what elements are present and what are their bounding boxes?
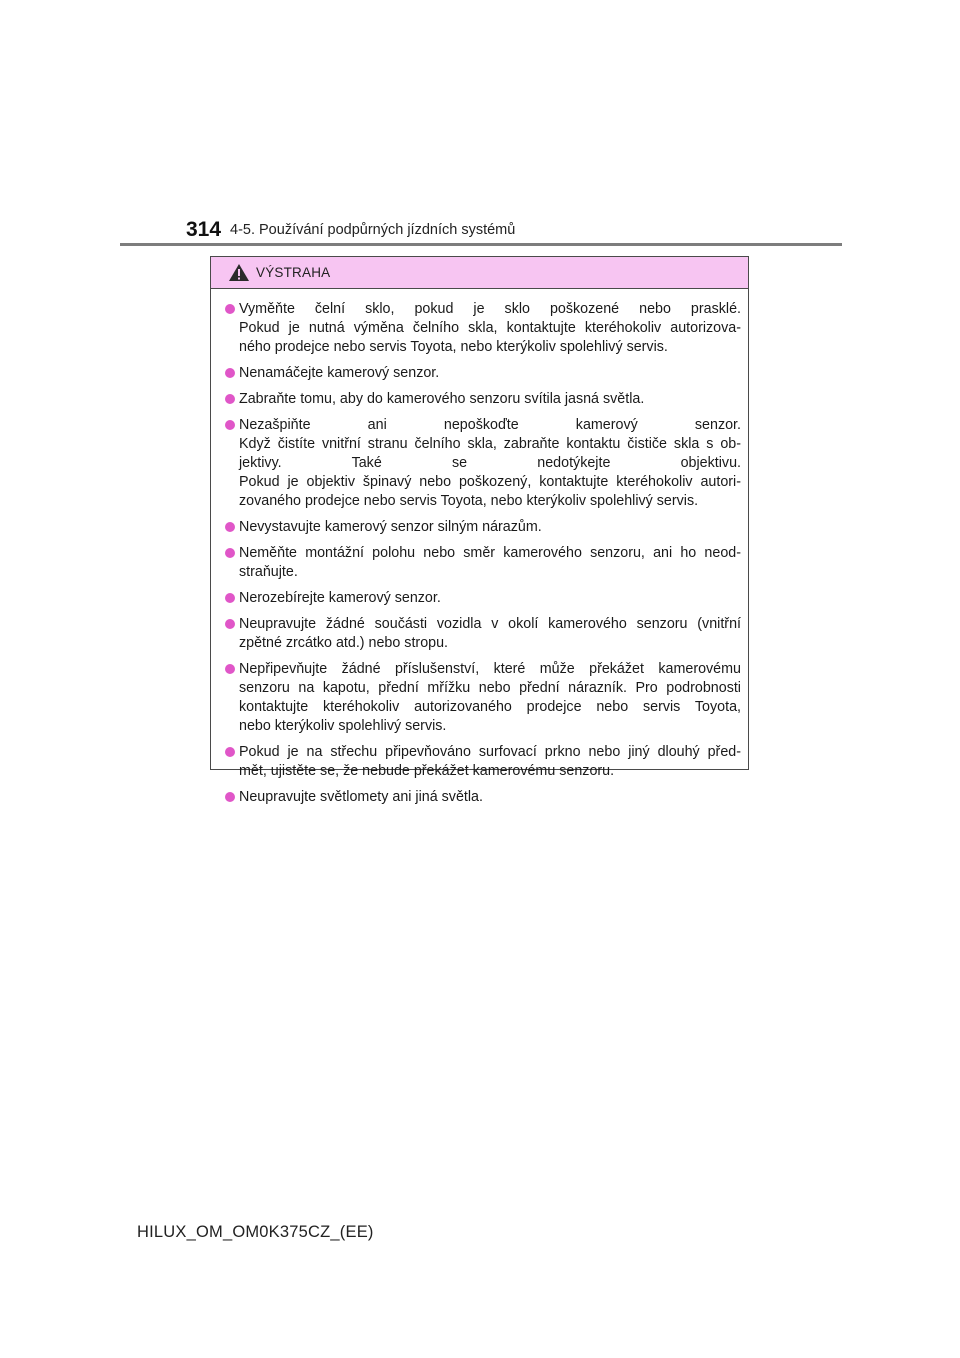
warning-header: [211, 257, 748, 289]
warning-item-line: Nepřipevňujte žádné příslušenství, které může překážet kamerovému: [239, 661, 741, 677]
bullet-icon: [225, 747, 235, 757]
warning-item-text: [239, 660, 741, 736]
header-rule: [120, 243, 842, 246]
warning-item-line: Když čistíte vnitřní stranu čelního skla, zabraňte kontaktu čističe skla s ob-: [239, 436, 741, 452]
bullet-icon: [225, 420, 235, 430]
warning-item-line: jektivy. Také se nedotýkejte objektivu.: [239, 455, 741, 471]
section-title: 4-5. Používání podpůrných jízdních systémů: [230, 222, 516, 238]
bullet-icon: [225, 593, 235, 603]
bullet-icon: [225, 619, 235, 629]
warning-item-text: [239, 518, 741, 537]
warning-item-line: mět, ujistěte se, že nebude překážet kamerovému senzoru.: [239, 763, 615, 779]
warning-item-text: [239, 615, 741, 653]
warning-triangle-icon: [228, 263, 250, 282]
warning-item-text: [239, 390, 741, 409]
warning-item-line: Pokud je nutná výměna čelního skla, kontaktujte kteréhokoliv autorizova-: [239, 320, 741, 336]
warning-item-line: Vyměňte čelní sklo, pokud je sklo poškozené nebo prasklé.: [239, 301, 741, 317]
warning-item-text: [239, 589, 741, 608]
warning-item-line: Neupravujte světlomety ani jiná světla.: [239, 789, 483, 805]
warning-item-line: Zabraňte tomu, aby do kamerového senzoru svítila jasná světla.: [239, 391, 645, 407]
warning-item-text: [239, 364, 741, 383]
bullet-icon: [225, 304, 235, 314]
warning-item-text: [239, 788, 741, 807]
bullet-icon: [225, 522, 235, 532]
warning-item: [225, 743, 741, 781]
warning-item: [225, 589, 741, 608]
warning-item: [225, 364, 741, 383]
bullet-icon: [225, 368, 235, 378]
warning-item-line: straňujte.: [239, 564, 298, 580]
warning-item-line: Nerozebírejte kamerový senzor.: [239, 590, 441, 606]
warning-item-line: Nevystavujte kamerový senzor silným nárazům.: [239, 519, 542, 535]
warning-item-line: Pokud je objektiv špinavý nebo poškozený, kontaktujte kteréhokoliv autori-: [239, 474, 741, 490]
warning-item-line: Neupravujte žádné součásti vozidla v okolí kamerového senzoru (vnitřní: [239, 616, 741, 632]
bullet-icon: [225, 664, 235, 674]
warning-item: [225, 544, 741, 582]
warning-item-text: [239, 300, 741, 357]
warning-item: [225, 660, 741, 736]
warning-item-text: [239, 416, 741, 511]
warning-item-line: Nenamáčejte kamerový senzor.: [239, 365, 440, 381]
warning-item-text: [239, 544, 741, 582]
warning-item: [225, 788, 741, 807]
warning-item: [225, 615, 741, 653]
warning-item-line: ného prodejce nebo servis Toyota, nebo kterýkoliv spolehlivý servis.: [239, 339, 668, 355]
warning-title: VÝSTRAHA: [256, 265, 331, 280]
warning-item: [225, 416, 741, 511]
warning-item-line: Neměňte montážní polohu nebo směr kamerového senzoru, ani ho neod-: [239, 545, 741, 561]
bullet-icon: [225, 548, 235, 558]
bullet-icon: [225, 394, 235, 404]
footer-code: HILUX_OM_OM0K375CZ_(EE): [137, 1223, 374, 1241]
warning-box: [210, 256, 749, 805]
warning-item: [225, 390, 741, 409]
warning-item-line: zovaného prodejce nebo servis Toyota, nebo kterýkoliv spolehlivý servis.: [239, 493, 699, 509]
warning-item-line: Nezašpiňte ani nepoškoďte kamerový senzor.: [239, 417, 741, 433]
warning-item-line: Pokud je na střechu připevňováno surfovací prkno nebo jiný dlouhý před-: [239, 744, 741, 760]
bullet-icon: [225, 792, 235, 802]
warning-item: [225, 518, 741, 537]
warning-list: [211, 289, 748, 807]
warning-item: [225, 300, 741, 357]
warning-item-line: senzoru na kapotu, přední mřížku nebo přední nárazník. Pro podrobnosti: [239, 680, 741, 696]
page-number: 314: [186, 218, 222, 241]
warning-item-text: [239, 743, 741, 781]
warning-item-line: nebo kterýkoliv spolehlivý servis.: [239, 718, 447, 734]
warning-item-line: zpětné zrcátko atd.) nebo stropu.: [239, 635, 449, 651]
warning-item-line: kontaktujte kteréhokoliv autorizovaného prodejce nebo servis Toyota,: [239, 699, 741, 715]
